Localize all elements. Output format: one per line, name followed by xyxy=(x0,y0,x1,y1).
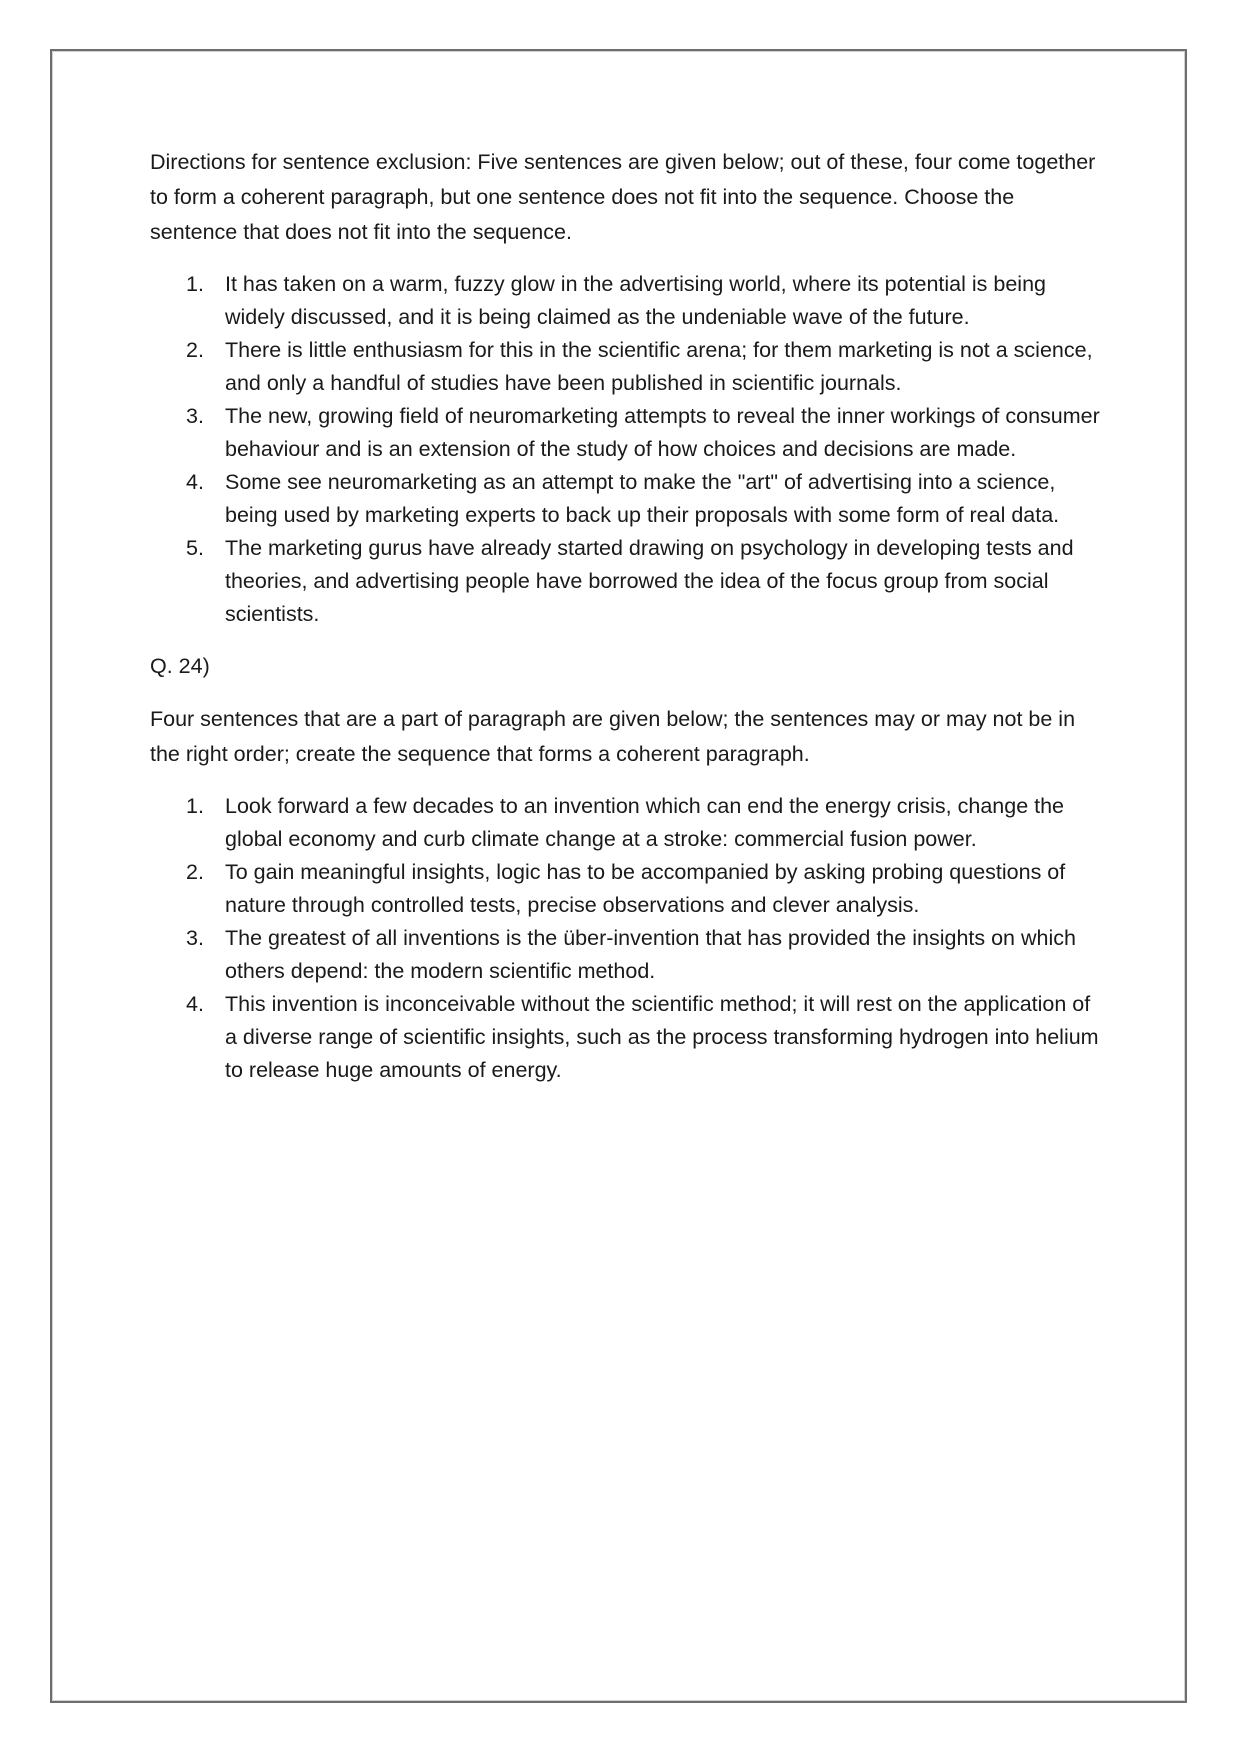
section1-sentence-list xyxy=(150,268,1100,631)
list-item: 3. The greatest of all inventions is the über-invention that has provided the insights on which others depend: the modern scientific method. xyxy=(186,926,1076,983)
document-body xyxy=(150,145,1100,1105)
question-label: Q. 24) xyxy=(150,654,210,678)
list-item: 2. There is little enthusiasm for this in the scientific arena; for them marketing is not a science, and only a handful of studies have been published in scientific journals. xyxy=(186,338,1093,395)
list-item: 3. The new, growing field of neuromarketing attempts to reveal the inner workings of consumer behaviour and is an extension of the study of how choices and decisions are made. xyxy=(186,404,1100,461)
list-item: 2. To gain meaningful insights, logic has to be accompanied by asking probing questions of nature through controlled tests, precise observations and clever analysis. xyxy=(186,860,1066,917)
section2-directions: Four sentences that are a part of paragraph are given below; the sentences may or may not be in the right order; create the sequence that forms a coherent paragraph. xyxy=(150,707,1076,766)
section2-sentence-list xyxy=(150,790,1100,1087)
list-item: 1. It has taken on a warm, fuzzy glow in the advertising world, where its potential is being widely discussed, and it is being claimed as the undeniable wave of the future. xyxy=(186,272,1046,329)
section1-directions: Directions for sentence exclusion: Five sentences are given below; out of these, four come together to form a coherent paragraph, but one sentence does not fit into the sequence. Choose the sentence that does not fit into the sequence. xyxy=(150,150,1096,244)
list-item: 4. This invention is inconceivable without the scientific method; it will rest on the application of a diverse range of scientific insights, such as the process transforming hydrogen into helium to release huge amounts of energy. xyxy=(186,992,1099,1082)
list-item: 5. The marketing gurus have already started drawing on psychology in developing tests and theories, and advertising people have borrowed the idea of the focus group from social scientists. xyxy=(186,536,1074,626)
list-item: 1. Look forward a few decades to an invention which can end the energy crisis, change the global economy and curb climate change at a stroke: commercial fusion power. xyxy=(186,794,1065,851)
list-item: 4. Some see neuromarketing as an attempt to make the "art" of advertising into a science, being used by marketing experts to back up their proposals with some form of real data. xyxy=(186,470,1060,527)
